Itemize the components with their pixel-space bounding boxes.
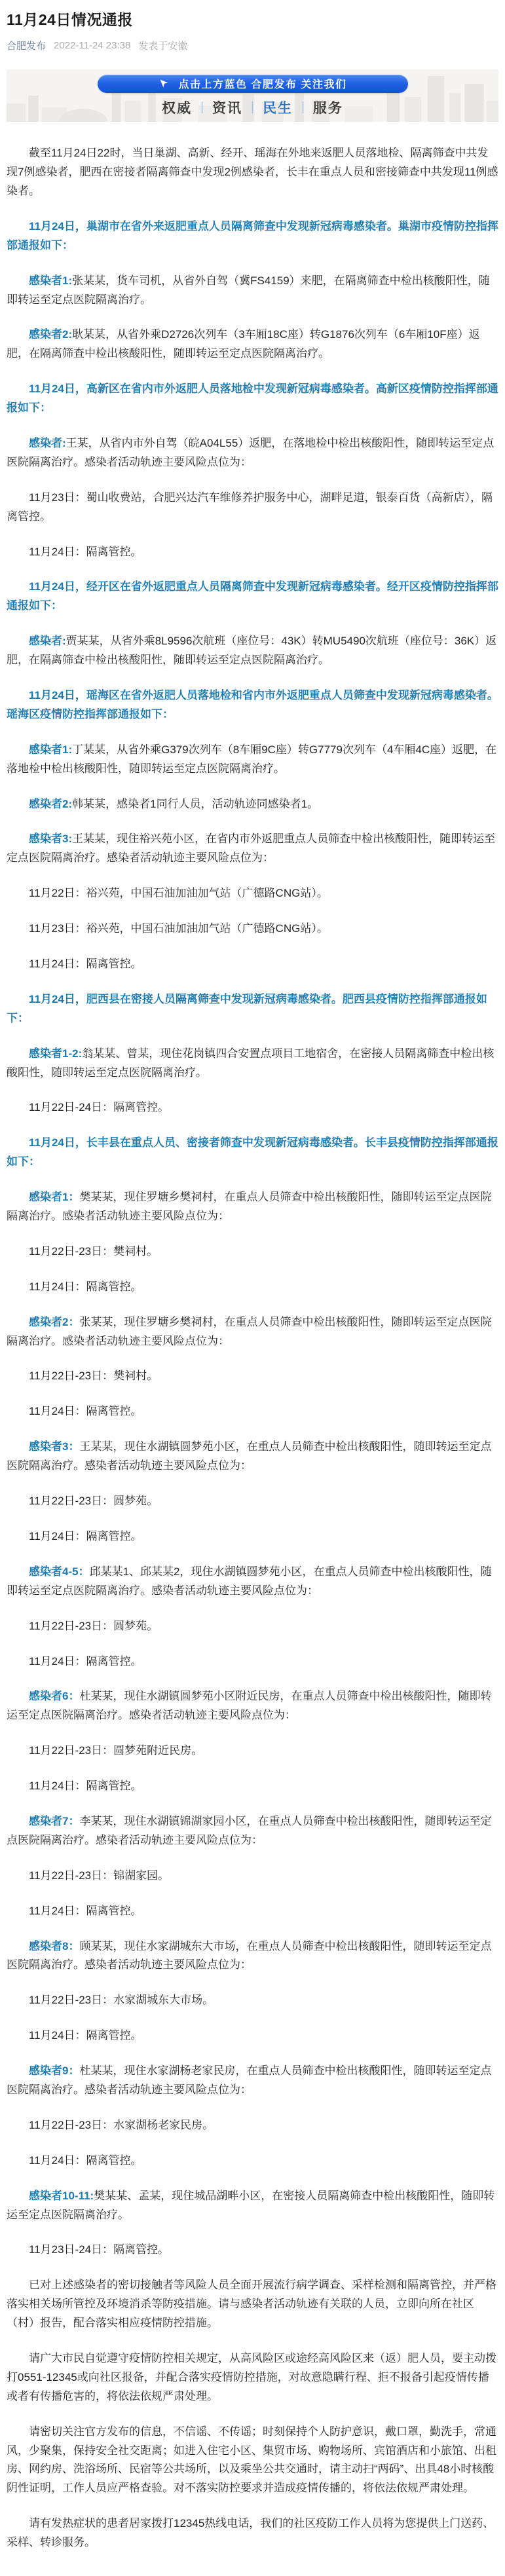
- case-paragraph: 感染者9：杜某某，现住水家湖杨老家民房，在重点人员筛查中检出核酸阳性，随即转运至定点医院隔离治疗。感染者活动轨迹主要风险点位为：: [7, 2064, 492, 2096]
- publish-location: 发表于安徽: [138, 41, 188, 52]
- paragraph: 11月24日：隔离管控。: [29, 545, 142, 558]
- case-label: 感染者7：: [29, 1814, 80, 1827]
- case-label: 感染者2:: [29, 328, 73, 341]
- article-body: [7, 144, 498, 2552]
- case-paragraph: 感染者2：张某某，现住罗塘乡樊祠村，在重点人员筛查中检出核酸阳性，随即转运至定点医院隔离治疗。感染者活动轨迹主要风险点位为：: [7, 1315, 492, 1347]
- case-paragraph: 感染者1:丁某某，从省外乘G379次列车（8车厢9C座）转G7779次列车（4车厢4C座）返肥，在落地检中检出核酸阳性，随即转运至定点医院隔离治疗。: [7, 743, 497, 775]
- paragraph: 11月22日-23日：樊祠村。: [29, 1244, 159, 1258]
- case-paragraph: 感染者4-5：邱某某1、邱某某2，现住水湖镇圆梦苑小区，在重点人员筛查中检出核酸阳性，随即转运至定点医院隔离治疗。感染者活动轨迹主要风险点位为：: [7, 1565, 492, 1597]
- case-paragraph: 感染者10-11:樊某某、孟某，现住城品湖畔小区，在密接人员隔离筛查中检出核酸阳性，随即转运至定点医院隔离治疗。: [7, 2189, 495, 2221]
- paragraph: 11月22日-23日：圆梦苑附近民房。: [29, 1744, 203, 1757]
- case-paragraph: 感染者:贾某某，从省外乘8L9596次航班（座位号：43K）转MU5490次航班（座位号：36K）返肥，在隔离筛查中检出核酸阳性，随即转运至定点医院隔离治疗。: [7, 635, 497, 667]
- case-label: 感染者1：: [29, 1191, 80, 1204]
- banner-nav-item: 民生: [262, 100, 293, 116]
- nav-separator: |: [200, 100, 204, 114]
- paragraph: 请广大市民自觉遵守疫情防控相关规定，从高风险区或途经高风险区来（返）肥人员，要主动拨打0551-12345或向社区报备，并配合落实疫情防控措施，对故意隐瞒行程、拒不报备引起疫情传播或者有传播危害的，将依法依规严肃处理。: [7, 2351, 496, 2402]
- banner-nav-item: 资讯: [212, 100, 243, 116]
- paragraph: 11月23日：裕兴苑，中国石油加油加气站（广德路CNG站）。: [29, 922, 328, 935]
- case-label: 感染者2：: [29, 1315, 80, 1328]
- paragraph: 11月22日-23日：圆梦苑。: [29, 1619, 159, 1632]
- byline: [7, 39, 498, 52]
- section-heading: 11月24日，肥西县在密接人员隔离筛查中发现新冠病毒感染者。肥西县疫情防控指挥部通报如下：: [7, 992, 487, 1024]
- case-label: 感染者6：: [29, 1690, 80, 1703]
- case-label: 感染者3:: [29, 832, 73, 846]
- case-label: 感染者8：: [29, 1939, 80, 1952]
- paragraph: 11月24日：隔离管控。: [29, 1904, 142, 1917]
- case-label: 感染者1:: [29, 743, 73, 756]
- case-label: 感染者:: [29, 436, 66, 449]
- paragraph: 11月22日-23日：圆梦苑。: [29, 1495, 159, 1508]
- paragraph: 截至11月24日22时，当日巢湖、高新、经开、瑶海在外地来返肥人员落地检、隔离筛查中共发现7例感染者，肥西在密接者隔离筛查中发现2例感染者，长丰在重点人员和密接筛查中共发现11例感染者。: [7, 147, 498, 197]
- paragraph: 11月23日-24日：隔离管控。: [29, 2243, 170, 2256]
- case-paragraph: 感染者3:王某某，现住裕兴苑小区，在省内市外返肥重点人员筛查中检出核酸阳性，随即转运至定点医院隔离治疗。感染者活动轨迹主要风险点位为：: [7, 832, 496, 865]
- case-label: 感染者3：: [29, 1440, 80, 1453]
- follow-us-text: 点击上方蓝色 合肥发布 关注我们: [178, 79, 347, 91]
- paragraph: 请有发热症状的患者居家拨打12345热线电话，我们的社区疫防工作人员将为您提供上门送药、采样、转诊服务。: [7, 2517, 495, 2549]
- paragraph: 11月22日：裕兴苑，中国石油加油加气站（广德路CNG站）。: [29, 887, 328, 900]
- case-label: 感染者2:: [29, 797, 73, 810]
- publish-time: 2022-11-24 23:38: [54, 40, 131, 52]
- paragraph: 11月22日-23日：水家湖杨老家民房。: [29, 2118, 214, 2131]
- paragraph: 请密切关注官方发布的信息，不信谣、不传谣；时刻保持个人防护意识，戴口罩，勤洗手，常通风，少聚集，保持安全社交距离；如进入住宅小区、集贸市场、购物场所、宾馆酒店和小旅馆、出租房、网约房、洗浴场所、民宿等公共场所，以及乘坐公共交通时，请主动扫“两码”、出具48小时核酸阴性证明，工作人员应严格查验。对不落实防控要求并造成疫情传播的，将依法依规严肃处理。: [7, 2425, 496, 2495]
- article-title: 11月24日情况通报: [7, 11, 133, 28]
- paragraph: 11月22日-24日：隔离管控。: [29, 1101, 170, 1114]
- case-paragraph: 感染者7：李某某，现住水湖镇锦湖家园小区，在重点人员筛查中检出核酸阳性，随即转运至定点医院隔离治疗。感染者活动轨迹主要风险点位为：: [7, 1814, 492, 1846]
- case-paragraph: 感染者2:韩某某，感染者1同行人员，活动轨迹同感染者1。: [29, 797, 319, 810]
- paragraph: 11月24日：隔离管控。: [29, 1529, 142, 1542]
- paragraph: 11月23日：蜀山收费站，合肥兴达汽车维修养护服务中心，湖畔足道，银泰百货（高新店），隔离管控。: [7, 491, 493, 523]
- case-label: 感染者4-5：: [29, 1565, 90, 1578]
- paragraph: 11月24日：隔离管控。: [29, 1280, 142, 1293]
- case-label: 感染者1:: [29, 274, 73, 287]
- section-heading: 11月24日，高新区在省内市外返肥人员落地检中发现新冠病毒感染者。高新区疫情防控指挥部通报如下：: [7, 383, 498, 415]
- nav-separator: |: [251, 100, 254, 114]
- follow-us-button: [98, 75, 408, 93]
- account-name-link[interactable]: 合肥发布: [7, 41, 47, 52]
- case-paragraph: 感染者:王某，从省内市外自驾（皖A04L55）返肥，在落地检中检出核酸阳性，随即转运至定点医院隔离治疗。感染者活动轨迹主要风险点位为：: [7, 436, 495, 468]
- case-paragraph: 感染者1-2:翁某某、曾某，现住花岗镇四合安置点项目工地宿舍，在密接人员隔离筛查中检出核酸阳性，随即转运至定点医院隔离治疗。: [7, 1047, 495, 1079]
- banner-nav-item: 权威: [162, 100, 193, 116]
- paragraph: 11月24日：隔离管控。: [29, 1405, 142, 1418]
- banner-nav-item: 服务: [312, 100, 343, 116]
- cursor-arrow-icon: [159, 78, 170, 89]
- banner-nav: [162, 98, 343, 117]
- nav-separator: |: [301, 100, 305, 114]
- section-heading: 11月24日，长丰县在重点人员、密接者筛查中发现新冠病毒感染者。长丰县疫情防控指挥部通报如下：: [7, 1136, 498, 1168]
- paragraph: 11月24日：隔离管控。: [29, 1780, 142, 1793]
- case-paragraph: 感染者8：顾某某，现住水家湖城东大市场，在重点人员筛查中检出核酸阳性，随即转运至定点医院隔离治疗。感染者活动轨迹主要风险点位为：: [7, 1939, 492, 1971]
- section-heading: 11月24日，经开区在省外返肥重点人员隔离筛查中发现新冠病毒感染者。经开区疫情防控指挥部通报如下：: [7, 580, 498, 612]
- paragraph: 11月22日-23日：樊祠村。: [29, 1370, 159, 1383]
- case-paragraph: 感染者6：杜某某，现住水湖镇圆梦苑小区附近民房，在重点人员筛查中检出核酸阳性，随即转运至定点医院隔离治疗。感染者活动轨迹主要风险点位为：: [7, 1690, 492, 1722]
- case-label: 感染者1-2:: [29, 1047, 83, 1060]
- banner-image[interactable]: [7, 69, 498, 122]
- paragraph: 11月24日：隔离管控。: [29, 958, 142, 971]
- paragraph: 11月24日：隔离管控。: [29, 1654, 142, 1668]
- section-heading: 11月24日，瑶海区在省外返肥人员落地检和省内市外返肥重点人员筛查中发现新冠病毒感染者。瑶海区疫情防控指挥部通报如下：: [7, 689, 498, 720]
- case-paragraph: 感染者3：王某某，现住水湖镇圆梦苑小区，在重点人员筛查中检出核酸阳性，随即转运至定点医院隔离治疗。感染者活动轨迹主要风险点位为：: [7, 1440, 492, 1472]
- case-label: 感染者:: [29, 635, 66, 648]
- case-paragraph: 感染者1：樊某某，现住罗塘乡樊祠村，在重点人员筛查中检出核酸阳性，随即转运至定点医院隔离治疗。感染者活动轨迹主要风险点位为：: [7, 1191, 492, 1223]
- paragraph: 11月22日-23日：水家湖城东大市场。: [29, 1994, 214, 2007]
- paragraph: 11月24日：隔离管控。: [29, 2154, 142, 2167]
- case-paragraph: 感染者1:张某某，货车司机，从省外自驾（冀FS4159）来肥，在隔离筛查中检出核酸阳性，随即转运至定点医院隔离治疗。: [7, 274, 490, 306]
- case-paragraph: 感染者2:耿某某，从省外乘D2726次列车（3车厢18C座）转G1876次列车（6车厢10F座）返肥，在隔离筛查中检出核酸阳性，随即转运至定点医院隔离治疗。: [7, 328, 480, 360]
- case-label: 感染者9：: [29, 2064, 80, 2078]
- paragraph: 11月24日：隔离管控。: [29, 2029, 142, 2042]
- section-heading: 11月24日，巢湖市在省外来返肥重点人员隔离筛查中发现新冠病毒感染者。巢湖市疫情防控指挥部通报如下：: [7, 219, 498, 252]
- paragraph: 11月22日-23日：锦湖家园。: [29, 1869, 170, 1882]
- case-label: 感染者10-11:: [29, 2189, 94, 2202]
- paragraph: 已对上述感染者的密切接触者等风险人员全面开展流行病学调查、采样检测和隔离管控，并严格落实相关场所管控及环境消杀等防疫措施。请与感染者活动轨迹有关联的人员，立即向所在社区（村）报告，配合落实相应疫情防控措施。: [7, 2279, 496, 2330]
